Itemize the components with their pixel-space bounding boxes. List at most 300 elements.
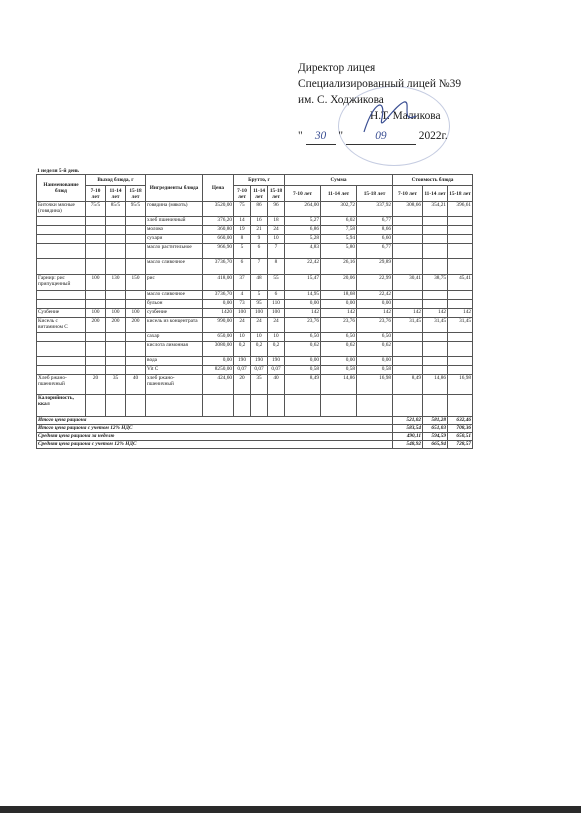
output-11-14: 100: [106, 309, 126, 318]
cost-11-14: [423, 366, 448, 375]
brutto-15-18: 40: [268, 375, 285, 395]
cost-15-18: 142: [448, 309, 473, 318]
ingredient: хлеб ржано-пшеничный: [146, 375, 203, 395]
director-title: Директор лицея: [298, 62, 376, 74]
cost-11-14: [423, 244, 448, 259]
menu-cost-table: [36, 174, 473, 449]
brutto-7-10: 5: [234, 244, 251, 259]
empty-cell: [321, 395, 357, 417]
cost-15-18: [448, 244, 473, 259]
brutto-15-18: 110: [268, 300, 285, 309]
brutto-7-10: 73: [234, 300, 251, 309]
brutto-7-10: 75: [234, 202, 251, 217]
output-15-18: 40: [126, 375, 146, 395]
sum-7-10: 0,00: [285, 300, 321, 309]
cost-7-10: [393, 226, 423, 235]
dish-name: [37, 259, 86, 275]
totals-value-15-18: 650,51: [448, 433, 473, 441]
brutto-7-10: 8: [234, 235, 251, 244]
cost-7-10: 308,66: [393, 202, 423, 217]
cost-15-18: [448, 235, 473, 244]
price: 3736,70: [203, 259, 234, 275]
age-15-18: 15-18 лет: [126, 186, 146, 202]
age-7-10: 7-10 лет: [234, 186, 251, 202]
cost-7-10: 142: [393, 309, 423, 318]
output-15-18: [126, 244, 146, 259]
age-7-10: 7-10 лет: [285, 186, 321, 202]
output-11-14: [106, 342, 126, 357]
date-quote-open: ": [298, 130, 303, 142]
output-11-14: 200: [106, 318, 126, 333]
col-price: Цена: [203, 175, 234, 202]
brutto-11-14: 24: [251, 318, 268, 333]
sum-11-14: 0,58: [321, 366, 357, 375]
output-11-14: [106, 217, 126, 226]
output-15-18: [126, 357, 146, 366]
date-quote-close: ": [338, 130, 344, 142]
price: 1420: [203, 309, 234, 318]
output-15-18: 200: [126, 318, 146, 333]
empty-cell: [234, 395, 251, 417]
brutto-15-18: 8: [268, 259, 285, 275]
table-row: [37, 318, 473, 333]
totals-row: [37, 441, 473, 449]
empty-cell: [393, 395, 423, 417]
dish-name: [37, 235, 86, 244]
totals-value-7-10: 521,02: [393, 417, 423, 425]
sum-15-18: 23,76: [357, 318, 393, 333]
dish-name: [37, 300, 86, 309]
sum-15-18: 29,89: [357, 259, 393, 275]
table-row: [37, 202, 473, 217]
age-11-14: 11-14 лет: [106, 186, 126, 202]
cost-11-14: [423, 342, 448, 357]
table-row: [37, 357, 473, 366]
brutto-7-10: 6: [234, 259, 251, 275]
totals-label: Итого цена рациона: [37, 417, 393, 425]
sum-11-14: 20,06: [321, 275, 357, 291]
col-output: Выход блюда, г: [86, 175, 146, 186]
sum-11-14: 7,58: [321, 226, 357, 235]
sum-11-14: 0,00: [321, 300, 357, 309]
output-7-10: 100: [86, 275, 106, 291]
empty-cell: [268, 395, 285, 417]
cost-15-18: [448, 291, 473, 300]
brutto-15-18: 190: [268, 357, 285, 366]
sum-7-10: 142: [285, 309, 321, 318]
price: 360,80: [203, 226, 234, 235]
brutto-7-10: 0,2: [234, 342, 251, 357]
output-15-18: [126, 217, 146, 226]
sum-7-10: 0,00: [285, 357, 321, 366]
brutto-11-14: 16: [251, 217, 268, 226]
brutto-7-10: 4: [234, 291, 251, 300]
empty-cell: [251, 395, 268, 417]
age-11-14: 11-14 лет: [251, 186, 268, 202]
ingredient: масло сливочное: [146, 291, 203, 300]
empty-cell: [146, 395, 203, 417]
ingredient: кисель из концентрата: [146, 318, 203, 333]
output-7-10: [86, 235, 106, 244]
empty-cell: [448, 395, 473, 417]
cost-7-10: [393, 357, 423, 366]
ingredient: сузбение: [146, 309, 203, 318]
output-15-18: [126, 300, 146, 309]
cost-7-10: [393, 217, 423, 226]
output-11-14: 85/5: [106, 202, 126, 217]
cost-11-14: [423, 300, 448, 309]
price: 418,00: [203, 275, 234, 291]
cost-7-10: [393, 333, 423, 342]
table-row: [37, 235, 473, 244]
output-15-18: [126, 342, 146, 357]
ingredient: бульон: [146, 300, 203, 309]
week-day-label: 1 неделя 5-й день: [37, 168, 79, 174]
sum-15-18: 337,92: [357, 202, 393, 217]
output-15-18: [126, 333, 146, 342]
date-year: 2022г.: [418, 130, 448, 142]
sum-15-18: 0,62: [357, 342, 393, 357]
empty-cell: [106, 395, 126, 417]
cost-11-14: 354,21: [423, 202, 448, 217]
brutto-11-14: 95: [251, 300, 268, 309]
cost-7-10: [393, 366, 423, 375]
totals-row: [37, 425, 473, 433]
cost-7-10: [393, 300, 423, 309]
brutto-7-10: 14: [234, 217, 251, 226]
empty-cell: [86, 395, 106, 417]
col-brutto: Брутто, г: [234, 175, 285, 186]
cost-15-18: [448, 226, 473, 235]
brutto-7-10: 190: [234, 357, 251, 366]
brutto-15-18: 0,07: [268, 366, 285, 375]
output-7-10: 75/5: [86, 202, 106, 217]
output-11-14: [106, 235, 126, 244]
cost-7-10: [393, 291, 423, 300]
table-row: [37, 300, 473, 309]
cost-11-14: [423, 357, 448, 366]
cost-15-18: [448, 300, 473, 309]
brutto-11-14: 86: [251, 202, 268, 217]
dish-name: Хлеб ржано-пшеничный: [37, 375, 86, 395]
sum-11-14: 23,76: [321, 318, 357, 333]
totals-value-11-14: 581,28: [423, 417, 448, 425]
output-7-10: 100: [86, 309, 106, 318]
cost-15-18: [448, 366, 473, 375]
dish-name: [37, 342, 86, 357]
totals-value-7-10: 548,92: [393, 441, 423, 449]
output-7-10: 200: [86, 318, 106, 333]
cost-11-14: 31,45: [423, 318, 448, 333]
brutto-7-10: 100: [234, 309, 251, 318]
brutto-7-10: 19: [234, 226, 251, 235]
table-row: [37, 217, 473, 226]
sum-15-18: 142: [357, 309, 393, 318]
totals-value-11-14: 651,03: [423, 425, 448, 433]
sum-11-14: 302,72: [321, 202, 357, 217]
brutto-15-18: 96: [268, 202, 285, 217]
sum-7-10: 15,47: [285, 275, 321, 291]
output-15-18: [126, 366, 146, 375]
age-7-10: 7-10 лет: [86, 186, 106, 202]
brutto-15-18: 24: [268, 226, 285, 235]
age-15-18: 15-18 лет: [448, 186, 473, 202]
brutto-11-14: 48: [251, 275, 268, 291]
ingredient: говядина (мякоть): [146, 202, 203, 217]
cost-7-10: 30,41: [393, 275, 423, 291]
output-7-10: [86, 259, 106, 275]
price: 0,00: [203, 357, 234, 366]
dish-name: Гарнир: рис припущенный: [37, 275, 86, 291]
sum-11-14: 14,86: [321, 375, 357, 395]
table-row: [37, 333, 473, 342]
brutto-7-10: 37: [234, 275, 251, 291]
output-7-10: [86, 217, 106, 226]
calorie-row: [37, 395, 473, 417]
output-7-10: [86, 333, 106, 342]
col-cost: Стоимость блюда: [393, 175, 473, 186]
dish-name: [37, 333, 86, 342]
empty-cell: [423, 395, 448, 417]
brutto-11-14: 9: [251, 235, 268, 244]
approval-header: [298, 60, 568, 141]
table-row: [37, 366, 473, 375]
cost-7-10: [393, 342, 423, 357]
brutto-15-18: 55: [268, 275, 285, 291]
brutto-15-18: 10: [268, 333, 285, 342]
totals-value-11-14: 594,59: [423, 433, 448, 441]
signer-name: Н.Т. Маликова: [370, 110, 441, 122]
cost-11-14: [423, 333, 448, 342]
date-month: 09: [346, 128, 416, 145]
output-11-14: [106, 226, 126, 235]
totals-label: Средняя цена рациона за неделю: [37, 433, 393, 441]
price: 3520,00: [203, 202, 234, 217]
approval-date: [298, 128, 568, 145]
price: 990,00: [203, 318, 234, 333]
sum-15-18: 22,99: [357, 275, 393, 291]
sum-7-10: 8,49: [285, 375, 321, 395]
cost-15-18: 16,98: [448, 375, 473, 395]
dish-name: Сузбение: [37, 309, 86, 318]
cost-15-18: [448, 357, 473, 366]
output-11-14: 130: [106, 275, 126, 291]
brutto-11-14: 0,07: [251, 366, 268, 375]
sum-11-14: 0,00: [321, 357, 357, 366]
brutto-11-14: 6: [251, 244, 268, 259]
cost-7-10: [393, 235, 423, 244]
output-7-10: [86, 342, 106, 357]
cost-11-14: 14,86: [423, 375, 448, 395]
totals-label: Итого цена рациона с учетом 12% НДС: [37, 425, 393, 433]
output-7-10: [86, 366, 106, 375]
brutto-11-14: 7: [251, 259, 268, 275]
brutto-15-18: 0,2: [268, 342, 285, 357]
output-11-14: [106, 244, 126, 259]
sum-7-10: 5,28: [285, 235, 321, 244]
brutto-15-18: 10: [268, 235, 285, 244]
col-dish-name: Наименование блюд: [37, 175, 86, 202]
brutto-7-10: 20: [234, 375, 251, 395]
brutto-15-18: 7: [268, 244, 285, 259]
output-11-14: [106, 366, 126, 375]
output-15-18: 150: [126, 275, 146, 291]
output-7-10: [86, 226, 106, 235]
bottom-bar: [0, 806, 581, 813]
menu-rows: [37, 202, 473, 449]
table-row: [37, 259, 473, 275]
sum-7-10: 23,76: [285, 318, 321, 333]
cost-11-14: [423, 235, 448, 244]
cost-15-18: [448, 217, 473, 226]
cost-11-14: [423, 217, 448, 226]
totals-row: [37, 417, 473, 425]
sum-7-10: 0,58: [285, 366, 321, 375]
brutto-7-10: 10: [234, 333, 251, 342]
ingredient: масло растительное: [146, 244, 203, 259]
age-15-18: 15-18 лет: [357, 186, 393, 202]
sum-15-18: 6,77: [357, 217, 393, 226]
brutto-15-18: 18: [268, 217, 285, 226]
empty-cell: [285, 395, 321, 417]
brutto-11-14: 0,2: [251, 342, 268, 357]
age-11-14: 11-14 лет: [423, 186, 448, 202]
sum-15-18: 0,00: [357, 357, 393, 366]
price: 424,60: [203, 375, 234, 395]
sum-7-10: 6,50: [285, 333, 321, 342]
date-day: 30: [306, 128, 336, 145]
sum-15-18: 6,77: [357, 244, 393, 259]
totals-value-7-10: 490,11: [393, 433, 423, 441]
dish-name: [37, 244, 86, 259]
totals-label: Средняя цена рациона с учетом 12% НДС: [37, 441, 393, 449]
dish-name: [37, 226, 86, 235]
brutto-15-18: 100: [268, 309, 285, 318]
output-15-18: [126, 259, 146, 275]
brutto-11-14: 5: [251, 291, 268, 300]
output-15-18: [126, 235, 146, 244]
empty-cell: [203, 395, 234, 417]
price: 376,20: [203, 217, 234, 226]
cost-15-18: 396,61: [448, 202, 473, 217]
table-row: [37, 291, 473, 300]
table-row: [37, 275, 473, 291]
cost-15-18: [448, 342, 473, 357]
price: 650,00: [203, 333, 234, 342]
sum-11-14: 18,68: [321, 291, 357, 300]
sum-15-18: 0,00: [357, 300, 393, 309]
sum-15-18: 8,66: [357, 226, 393, 235]
sum-11-14: 26,16: [321, 259, 357, 275]
sum-15-18: 6,50: [357, 333, 393, 342]
age-7-10: 7-10 лет: [393, 186, 423, 202]
sum-11-14: 0,62: [321, 342, 357, 357]
table-row: [37, 244, 473, 259]
sum-7-10: 22,42: [285, 259, 321, 275]
sum-15-18: 16,98: [357, 375, 393, 395]
sum-7-10: 6,86: [285, 226, 321, 235]
cost-15-18: 45,41: [448, 275, 473, 291]
ingredient: сухари: [146, 235, 203, 244]
cost-7-10: [393, 259, 423, 275]
price: 8250,00: [203, 366, 234, 375]
price: 3080,00: [203, 342, 234, 357]
brutto-11-14: 21: [251, 226, 268, 235]
totals-value-15-18: 728,57: [448, 441, 473, 449]
brutto-11-14: 100: [251, 309, 268, 318]
price: 0,00: [203, 300, 234, 309]
dish-name: [37, 291, 86, 300]
brutto-7-10: 24: [234, 318, 251, 333]
brutto-7-10: 0,07: [234, 366, 251, 375]
sum-7-10: 5,27: [285, 217, 321, 226]
calorie-label: Калорийность, ккал: [37, 395, 86, 417]
output-7-10: [86, 357, 106, 366]
output-15-18: 95/5: [126, 202, 146, 217]
table-row: [37, 309, 473, 318]
cost-11-14: [423, 259, 448, 275]
sum-11-14: 142: [321, 309, 357, 318]
dish-name: [37, 366, 86, 375]
cost-7-10: 8,49: [393, 375, 423, 395]
brutto-15-18: 6: [268, 291, 285, 300]
output-11-14: [106, 259, 126, 275]
cost-7-10: 31,45: [393, 318, 423, 333]
sum-11-14: 5,80: [321, 244, 357, 259]
cost-11-14: [423, 291, 448, 300]
output-15-18: [126, 226, 146, 235]
ingredient: молоко: [146, 226, 203, 235]
brutto-11-14: 35: [251, 375, 268, 395]
ingredient: масло сливочное: [146, 259, 203, 275]
cost-15-18: [448, 259, 473, 275]
col-ingredients: Ингредиенты блюда: [146, 175, 203, 202]
age-15-18: 15-18 лет: [268, 186, 285, 202]
output-7-10: [86, 244, 106, 259]
empty-cell: [357, 395, 393, 417]
brutto-15-18: 24: [268, 318, 285, 333]
price: 966,90: [203, 244, 234, 259]
ingredient: кислота лимонная: [146, 342, 203, 357]
output-11-14: 35: [106, 375, 126, 395]
output-11-14: [106, 333, 126, 342]
totals-value-7-10: 583,54: [393, 425, 423, 433]
totals-value-15-18: 708,36: [448, 425, 473, 433]
dish-name: [37, 217, 86, 226]
age-11-14: 11-14 лет: [321, 186, 357, 202]
empty-cell: [126, 395, 146, 417]
sum-11-14: 6,50: [321, 333, 357, 342]
sum-7-10: 14,95: [285, 291, 321, 300]
school-name: Специализированный лицей №39: [298, 78, 462, 90]
output-7-10: 20: [86, 375, 106, 395]
sum-11-14: 6,02: [321, 217, 357, 226]
table-row: [37, 226, 473, 235]
dish-name: [37, 357, 86, 366]
output-7-10: [86, 291, 106, 300]
cost-7-10: [393, 244, 423, 259]
output-7-10: [86, 300, 106, 309]
price: 660,00: [203, 235, 234, 244]
output-15-18: [126, 291, 146, 300]
cost-15-18: 31,45: [448, 318, 473, 333]
output-11-14: [106, 291, 126, 300]
dish-name: Биточки мясные (говядина): [37, 202, 86, 217]
table-row: [37, 375, 473, 395]
ingredient: сахар: [146, 333, 203, 342]
school-honorific: им. С. Ходжикова: [298, 94, 384, 106]
sum-7-10: 264,00: [285, 202, 321, 217]
